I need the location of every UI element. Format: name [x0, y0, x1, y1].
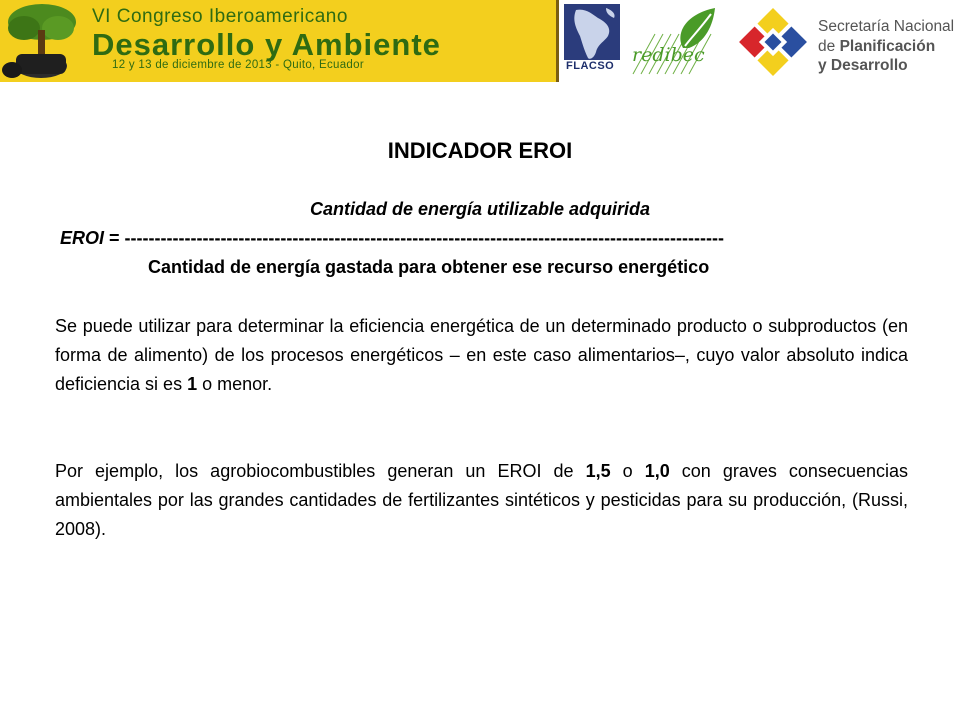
paragraph2-bold-a: 1,5 — [585, 461, 611, 481]
paragraph2-text-a: Por ejemplo, los agrobiocombustibles generan un EROI de — [55, 461, 586, 481]
formula-fraction-line — [60, 228, 910, 249]
senplades-emblem-icon — [737, 6, 809, 78]
banner-divider — [556, 0, 559, 82]
formula-dashes: ---------------------------------------------------------------------------------------------------- — [124, 228, 724, 248]
paragraph2-text-b: o — [610, 461, 645, 481]
formula-denominator: Cantidad de energía gastada para obtener ese recurso energético — [148, 257, 710, 277]
slide-title: INDICADOR EROI — [387, 138, 573, 163]
senplades-line1: Secretaría Nacional — [818, 18, 955, 35]
redibec-leaf-icon — [625, 4, 730, 78]
paragraph1-bold-a: 1 — [187, 374, 198, 394]
paragraph-example — [55, 457, 908, 544]
congress-name: Desarrollo y Ambiente — [92, 27, 441, 62]
senplades-line2-bold: Planificación — [839, 38, 936, 55]
header-banner — [0, 0, 960, 82]
congress-title-line: VI Congreso Iberoamericano — [92, 6, 348, 27]
formula-numerator: Cantidad de energía utilizable adquirida — [309, 199, 651, 219]
tree-logo-icon — [0, 0, 80, 82]
paragraph2-bold-b: 1,0 — [644, 461, 670, 481]
congress-banner — [0, 0, 556, 82]
congress-date: 12 y 13 de diciembre de 2013 - Quito, Ecuador — [112, 59, 364, 71]
redibec-label: redibec — [632, 44, 705, 66]
formula-label: EROI — [60, 228, 105, 248]
senplades-line2 — [818, 38, 935, 56]
paragraph2-text-c: con graves consecuencias ambientales por las grandes cantidades de fertilizantes sintéticos y pesticidas para su producción, (Russi, 2008). — [55, 461, 908, 539]
senplades-line2-prefix: de — [818, 38, 840, 55]
paragraph1-text-b: o menor. — [197, 374, 273, 394]
senplades-line3: y Desarrollo — [818, 57, 908, 74]
flacso-label: FLACSO — [566, 60, 615, 72]
paragraph1-text-a: Se puede utilizar para determinar la eficiencia energética de un determinado producto o subproductos (en forma de alimento) de los procesos energéticos – en este caso alimentarios–, cuyo valor absoluto indica deficiencia si es — [55, 316, 908, 394]
formula-equals: = — [104, 228, 125, 248]
paragraph-definition — [55, 312, 908, 399]
